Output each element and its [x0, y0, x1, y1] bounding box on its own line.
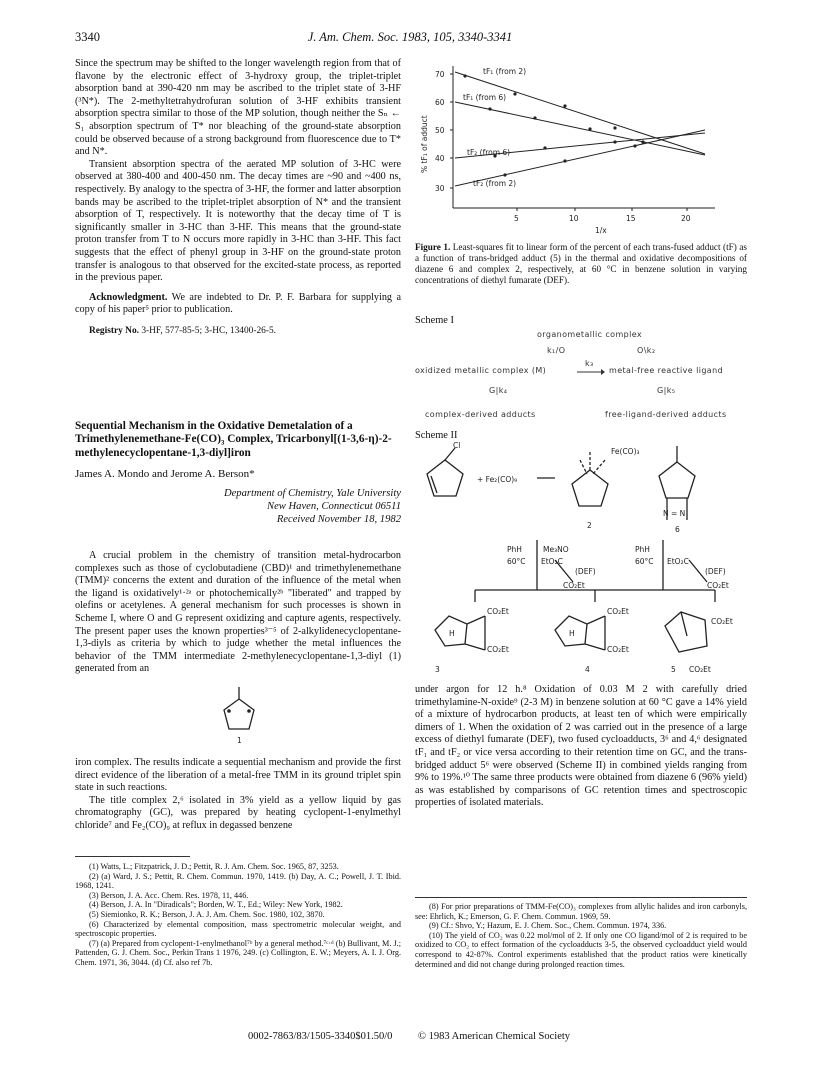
- hydrogen-label: H: [449, 629, 455, 638]
- figure-1-plot: [415, 58, 747, 236]
- compound-5-number: 5: [671, 665, 676, 674]
- y-tick-label: 50: [435, 126, 445, 135]
- ester-label: EtO₂C: [667, 557, 689, 566]
- solvent-label: PhH: [635, 545, 650, 554]
- ester-label: CO₂Et: [689, 665, 711, 674]
- compound-3-number: 3: [435, 665, 440, 674]
- x-tick-label: 10: [569, 214, 579, 223]
- scheme-2-diagram: [415, 440, 747, 680]
- scheme-1-label: Scheme I: [415, 315, 454, 326]
- received-date: Received November 18, 1982: [276, 514, 401, 526]
- x-axis-label: 1/x: [595, 226, 607, 235]
- ester-label: CO₂Et: [487, 607, 509, 616]
- temperature-label: 60°C: [507, 557, 526, 566]
- line-label: tF₂ (from 2): [473, 179, 517, 188]
- compound-2-number: 2: [587, 521, 592, 530]
- ester-label: CO₂Et: [607, 645, 629, 654]
- footnote: (7) (a) Prepared from cyclopent-1-enylmethanol⁷ᵇ by a general method.⁷ᶜ·ᵈ (b) Bullivant, M. J.; Pattenden, G. J. Chem. Soc., Perkin Trans 1 1976, 249. (c) Collington, E. W.; Meyers, A. I. J. Org. Chem. 1971, 36, 3044. (d) Cf. also ref 7b.: [75, 938, 401, 967]
- k3-arrow: [577, 368, 605, 376]
- scheme-1-top: organometallic complex: [537, 330, 643, 339]
- structure-1-diagram: [210, 685, 270, 745]
- compound-6-number: 6: [675, 525, 680, 534]
- paragraph: Since the spectrum may be shifted to the longer wavelength region from that of flavone by the electronic effect of 3-hydroxy group, the triplet-triplet absorption band at 390-420 nm may be ascribed to the triplet state of 3-HF (³N*). The 2-methyltetrahydrofuran solution of 3-HF exhibits transient absorption spectra similar to those of the MP solution, though neither the Sₙ ← S₁ absorption spectrum of T* nor bleaching of the ground-state absorption could be observed because of a strong background from fluorescence due to T* and N*.: [75, 58, 401, 158]
- footnote: (5) Siemionko, R. K.; Berson, J. A. J. Am. Chem. Soc. 1980, 102, 3870.: [89, 909, 325, 919]
- ester-label: CO₂Et: [711, 617, 733, 626]
- footnote: (8) For prior preparations of TMM-Fe(CO)₃ complexes from allylic halides and iron carbonyls, see: Ehrlich, K.; Emerson, G. F. Chem. Commun. 1969, 59.: [415, 902, 747, 921]
- def-label: (DEF): [575, 567, 596, 576]
- ester-label: EtO₂C: [541, 557, 563, 566]
- right-body: [415, 684, 747, 810]
- compound-4-number: 4: [585, 665, 590, 674]
- def-label: (DEF): [705, 567, 726, 576]
- affiliation-dept: Department of Chemistry, Yale University: [223, 488, 401, 500]
- footnote: (9) Cf.: Shvo, Y.; Hazum, E. J. Chem. Soc., Chem. Commun. 1974, 336.: [429, 921, 667, 931]
- article-heading: [75, 420, 401, 526]
- registry: [75, 325, 401, 338]
- k5-label: G|k₅: [657, 386, 676, 395]
- paragraph: A crucial problem in the chemistry of transition metal-hydrocarbon complexes such as those of cyclobutadiene (CBD)¹ and trimethylenemethane (TMM)² concerns the extent and duration of the influence of the metal when the ligand is oxidatively¹·²ᵃ or photochemically²ᵇ "liberated" and trapped by olefins or acetylenes. A general mechanism for such processes is shown in Scheme I, where O and G represent oxidizing and capture agents, respectively. The present paper uses the known properties³⁻⁵ of 2-alkylidenecyclopentane-1,3-diyls as criteria by which to judge whether the metal influences the behavior of the TMM intermediate 2-methylenecyclopentane-1,3-diyl (1) generated from an: [75, 550, 401, 675]
- k2-label: O\k₂: [637, 346, 656, 355]
- ester-label: CO₂Et: [707, 581, 729, 590]
- solvent-label: PhH: [507, 545, 522, 554]
- temperature-label: 60°C: [635, 557, 654, 566]
- chloride-label: Cl: [453, 441, 461, 450]
- ester-label: CO₂Et: [487, 645, 509, 654]
- y-axis-label: % tF₁ of adduct: [420, 115, 429, 173]
- caption-text: Least-squares fit to linear form of the percent of each trans-fused adduct (tF) as a function of trans-bridged adduct (5) in the thermal and oxidative decompositions of diazene 6 and complex 2, respectively, at 60 °C in benzene solution in varying concentrations of diethyl fumarate (DEF).: [415, 242, 747, 285]
- acknowledgment: [75, 292, 401, 317]
- y-tick-label: 60: [435, 98, 445, 107]
- authors: James A. Mondo and Jerome A. Berson*: [75, 468, 255, 481]
- y-tick-label: 70: [435, 70, 445, 79]
- paragraph: under argon for 12 h.⁸ Oxidation of 0.03 M 2 with carefully dried trimethylamine-N-oxide⁹ (2-3 M) in benzene solution at 60 °C gave a 14% yield of a mixture of hydrocarbon products, at least ten of which were empirically dimers of 1. When the oxidation of 2 was carried out in the presence of a large excess of diethyl fumarate (DEF), two fused cycloadducts, 3⁶ and 4,⁶ designated tF₁ and tF₂ or vice versa according to their retention time on GC, and the trans-bridged adduct 5⁶ were observed (Scheme II) in combined yields ranging from 9% to 19%.¹⁰ The same three products were obtained from diazene 6 (96% yield) as was established by comparisons of GC retention times and spectroscopic properties of isolated materials.: [415, 684, 747, 809]
- scheme-1-right: metal-free reactive ligand: [609, 366, 724, 375]
- footnote: (1) Watts, L.; Fitzpatrick, J. D.; Pettit, R. J. Am. Chem. Soc. 1965, 87, 3253.: [89, 862, 339, 871]
- journal-citation: J. Am. Chem. Soc. 1983, 105, 3340-3341: [307, 30, 513, 44]
- structure-1-label: 1: [237, 736, 242, 745]
- reagent-label: + Fe₂(CO)₉: [477, 475, 518, 484]
- affiliation-city: New Haven, Connecticut 06511: [267, 501, 401, 513]
- left-footnotes: [75, 862, 401, 968]
- k4-label: G|k₄: [489, 386, 508, 395]
- scheme-1-bottom-right: free-ligand-derived adducts: [605, 410, 727, 419]
- footnote: (2) (a) Ward, J. S.; Pettit, R. Chem. Commun. 1970, 1419. (b) Day, A. C.; Powell, J. T. Ibid. 1968, 1241.: [75, 871, 401, 891]
- left-column: [75, 58, 401, 337]
- footnote-divider: [415, 897, 747, 898]
- footnote: (4) Berson, J. A. In "Diradicals"; Borden, W. T., Ed.; Wiley: New York, 1982.: [89, 900, 343, 910]
- page-number: 3340: [75, 30, 100, 44]
- paragraph: The title complex 2,⁶ isolated in 3% yield as a yellow liquid by gas chromatography (GC), was prepared by heating cyclopent-1-enylmethyl chloride⁷ and Fe₂(CO)₉ at reflux in degassed benzene: [75, 794, 401, 831]
- y-tick-label: 30: [435, 184, 445, 193]
- x-tick-label: 20: [681, 214, 691, 223]
- acknowledgment-label: Acknowledgment.: [89, 291, 168, 303]
- y-tick-label: 40: [435, 154, 445, 163]
- footnote: (3) Berson, J. A. Acc. Chem. Res. 1978, 11, 446.: [89, 890, 249, 900]
- scheme-1-bottom-left: complex-derived adducts: [425, 410, 536, 419]
- footnote-divider: [75, 856, 190, 857]
- scheme-1: [415, 330, 747, 422]
- scheme-2-label: Scheme II: [415, 430, 458, 441]
- footnote: (10) The yield of CO₂ was 0.22 mol/mol of 2. If only one CO ligand/mol of 2 is required to be oxidized to CO₂ to effect formation of the cycloadducts 3-5, the observed cycloadduct yield would correspond to 42-87%. Control experiments established that the product ratios were kinetically determined and did not change during prolonged reaction times.: [415, 930, 747, 969]
- left-body: [75, 550, 401, 676]
- registry-text: 3-HF, 577-85-5; 3-HC, 13400-26-5.: [139, 325, 276, 336]
- k1-label: k₁/O: [547, 346, 566, 355]
- ester-label: CO₂Et: [607, 607, 629, 616]
- oxidant-label: Me₃NO: [543, 545, 569, 554]
- article-title: Sequential Mechanism in the Oxidative Demetalation of a Trimethylenemethane-Fe(CO)₃ Complex, Tricarbonyl[(1-3,6-η)-2-methylenecyclopentane-1,3-diyl]iron: [75, 420, 392, 459]
- scheme-1-left: oxidized metallic complex (M): [415, 366, 547, 375]
- paragraph: iron complex. The results indicate a sequential mechanism and provide the first direct evidence of the liberation of a metal-free TMM in its ground triplet spin state in such reactions.: [75, 757, 401, 794]
- line-label: tF₂ (from 6): [467, 148, 511, 157]
- footnote: (6) Characterized by elemental composition, mass spectrometric molecular weight, and spectroscopic properties.: [75, 919, 401, 939]
- right-footnotes: [415, 902, 747, 969]
- line-label: tF₁ (from 6): [463, 93, 507, 102]
- article-code: 0002-7863/83/1505-3340$01.50/0: [248, 1031, 393, 1042]
- registry-label: Registry No.: [89, 325, 139, 336]
- acknowledgment-text: We are indebted to Dr. P. F. Barbara for supplying a copy of his paper⁵ prior to publication.: [75, 291, 401, 316]
- line-label: tF₁ (from 2): [483, 67, 527, 76]
- paragraph: Transient absorption spectra of the aerated MP solution of 3-HC were observed at 380-400 and 400-450 nm. The decay times are ~90 and ~400 ns, respectively. By analogy to the spectra of 3-HF, the former and latter absorption bands may be ascribed to the triplet-triplet absorption of N* and the transient absorption of T, respectively. It is noteworthy that the decay time of T is significantly smaller in 3-HC than 3-HF. This means that the ground-state proton transfer from T to N occurs more rapidly in 3-HC than 3-HF. This fact suggests that the effect of phenyl group in 3-HF on the ground-state proton transfer is analogous to that observed for the excited-state process, as reported in the previous paper.: [75, 158, 401, 284]
- ester-label: CO₂Et: [563, 581, 585, 590]
- x-tick-label: 5: [514, 214, 519, 223]
- x-tick-label: 15: [626, 214, 636, 223]
- hydrogen-label: H: [569, 629, 575, 638]
- feco-label: Fe(CO)₃: [611, 447, 640, 456]
- figure-1-caption: [415, 242, 747, 286]
- copyright: © 1983 American Chemical Society: [418, 1031, 571, 1042]
- k3-label: k₃: [585, 359, 594, 368]
- diazene-label: N = N: [663, 509, 686, 518]
- left-body-2: [75, 757, 401, 833]
- caption-label: Figure 1.: [415, 242, 451, 252]
